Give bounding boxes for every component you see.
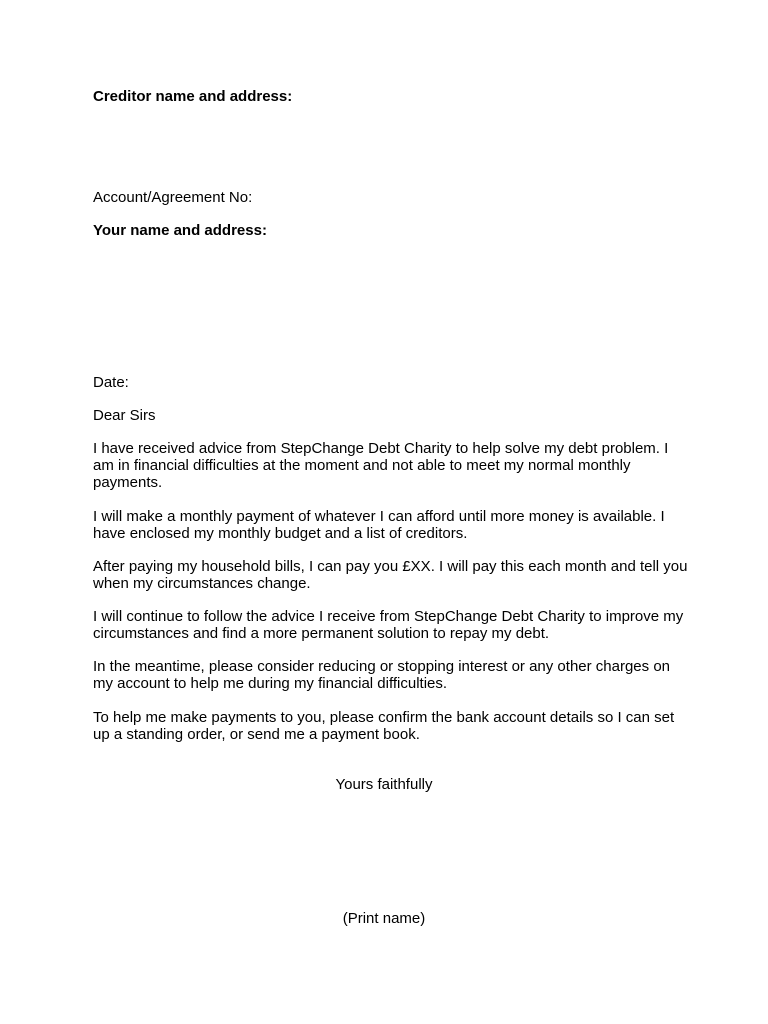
creditor-address-label: Creditor name and address: — [93, 88, 293, 105]
your-address-label: Your name and address: — [93, 222, 267, 239]
closing: Yours faithfully — [335, 776, 433, 793]
paragraph-bank-details: To help me make payments to you, please confirm the bank account details so I can set up a standing order, or send me a payment book. — [93, 709, 675, 743]
print-name-label: (Print name) — [342, 910, 426, 927]
paragraph-monthly-payment: I will make a monthly payment of whatever I can afford until more money is available. I have enclosed my monthly budget and a list of creditors. — [93, 508, 665, 542]
paragraph-interest-charges: In the meantime, please consider reducing or stopping interest or any other charges on my account to help me during my financial difficulties. — [93, 658, 671, 692]
paragraph-advice: I have received advice from StepChange Debt Charity to help solve my debt problem. I am in financial difficulties at the moment and not able to meet my normal monthly payments. — [93, 440, 669, 491]
date-label: Date: — [93, 374, 129, 391]
salutation: Dear Sirs — [93, 407, 156, 424]
paragraph-follow-advice: I will continue to follow the advice I receive from StepChange Debt Charity to improve my circumstances and find a more permanent solution to repay my debt. — [93, 608, 684, 642]
account-number-label: Account/Agreement No: — [93, 189, 253, 206]
paragraph-payment-amount: After paying my household bills, I can pay you £XX. I will pay this each month and tell you when my circumstances change. — [93, 558, 688, 592]
